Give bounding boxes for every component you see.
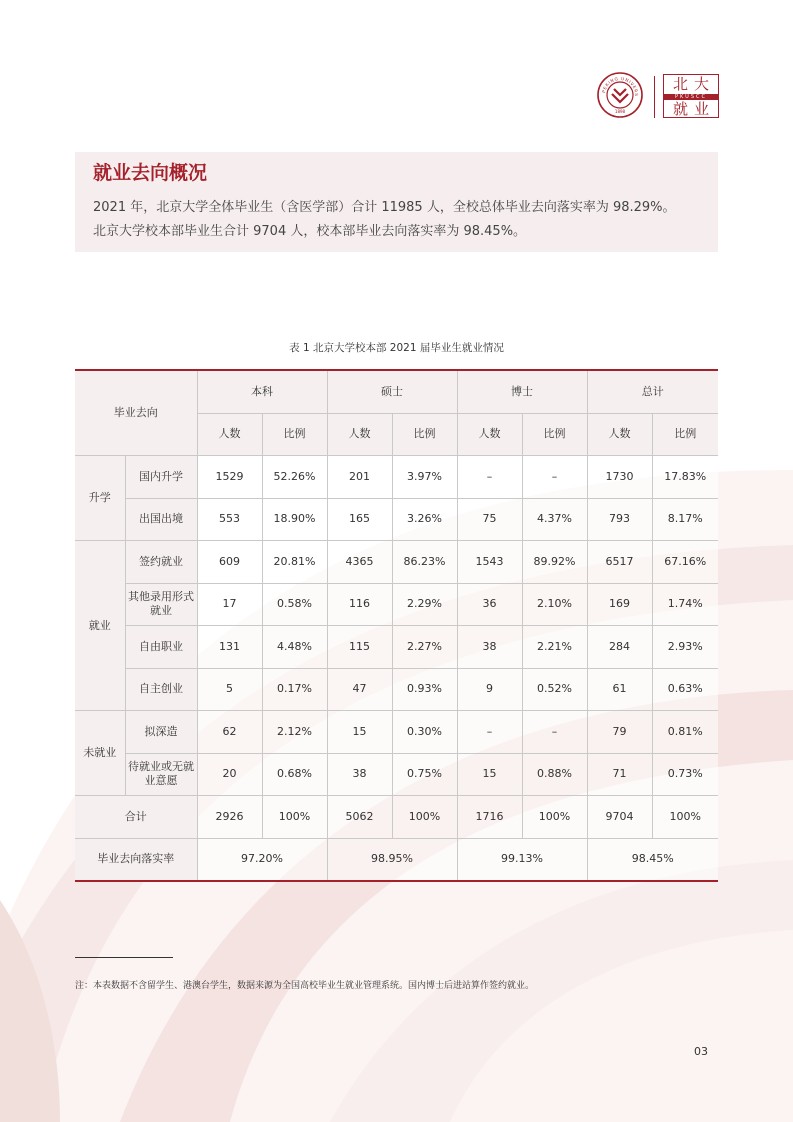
section-title: 就业去向概况 (93, 162, 208, 184)
data-cell: 47 (327, 668, 392, 711)
data-cell: 15 (457, 753, 522, 796)
table-row (75, 668, 718, 711)
table-body (75, 456, 718, 796)
data-cell: 1.74% (652, 583, 718, 626)
data-cell: 4.37% (522, 498, 587, 541)
row-label-cell: 自主创业 (125, 668, 197, 711)
data-cell: 9 (457, 668, 522, 711)
total-cell: 100% (522, 796, 587, 839)
footnote: 注：本表数据不含留学生、港澳台学生，数据来源为全国高校毕业生就业管理系统。国内博士后进站算作签约就业。 (75, 981, 535, 991)
table-row (75, 456, 718, 499)
data-cell: 86.23% (392, 541, 457, 584)
data-cell: 1529 (197, 456, 262, 499)
row-label-cell: 拟深造 (125, 711, 197, 754)
data-cell: 6517 (587, 541, 652, 584)
rate-label: 毕业去向落实率 (75, 838, 197, 881)
total-cell: 100% (262, 796, 327, 839)
table-row (75, 541, 718, 584)
subheader-cell: 比例 (522, 413, 587, 456)
data-cell: 67.16% (652, 541, 718, 584)
data-cell: 0.88% (522, 753, 587, 796)
data-cell: 169 (587, 583, 652, 626)
data-cell: 89.92% (522, 541, 587, 584)
data-cell: 2.21% (522, 626, 587, 669)
data-cell: 38 (327, 753, 392, 796)
data-cell: 0.68% (262, 753, 327, 796)
data-cell: 17 (197, 583, 262, 626)
peking-university-seal (597, 72, 643, 118)
logo-top-word: 北大 (672, 75, 715, 93)
logo-bottom-word: 就业 (672, 100, 715, 118)
overview-line-2: 北京大学校本部毕业生合计 9704 人，校本部毕业去向落实率为 98.45%。 (93, 224, 527, 239)
overview-panel (75, 152, 718, 252)
total-cell: 9704 (587, 796, 652, 839)
data-cell: 38 (457, 626, 522, 669)
data-cell: 0.81% (652, 711, 718, 754)
table-row (75, 753, 718, 796)
data-cell: 4.48% (262, 626, 327, 669)
total-cell: 5062 (327, 796, 392, 839)
subheader-cell: 人数 (327, 413, 392, 456)
data-cell: – (522, 711, 587, 754)
footnote-rule (75, 957, 173, 958)
row-label-cell: 国内升学 (125, 456, 197, 499)
row-label-cell: 其他录用形式就业 (125, 583, 197, 626)
data-cell: 2.12% (262, 711, 327, 754)
total-cell: 2926 (197, 796, 262, 839)
seal-text: PEKING UNIVERS (601, 75, 640, 97)
data-cell: 2.29% (392, 583, 457, 626)
logo-divider (654, 76, 655, 118)
data-cell: 15 (327, 711, 392, 754)
data-cell: 1730 (587, 456, 652, 499)
row-label-cell: 自由职业 (125, 626, 197, 669)
data-cell: 18.90% (262, 498, 327, 541)
group-header-master: 硕士 (327, 370, 457, 413)
category-cell: 就业 (75, 541, 125, 711)
data-cell: 1543 (457, 541, 522, 584)
data-cell: 4365 (327, 541, 392, 584)
data-cell: 75 (457, 498, 522, 541)
data-cell: 62 (197, 711, 262, 754)
data-cell: 0.17% (262, 668, 327, 711)
data-cell: 0.93% (392, 668, 457, 711)
data-cell: – (522, 456, 587, 499)
data-cell: 793 (587, 498, 652, 541)
data-cell: 2.10% (522, 583, 587, 626)
seal-year: 1898 (614, 109, 626, 114)
data-cell: 20 (197, 753, 262, 796)
header-logo (597, 72, 722, 122)
employment-table-wrapper (75, 369, 718, 882)
subheader-cell: 人数 (587, 413, 652, 456)
data-cell: 8.17% (652, 498, 718, 541)
rate-cell-total: 98.45% (587, 838, 718, 881)
total-cell: 100% (392, 796, 457, 839)
total-row (75, 796, 718, 839)
rate-cell-undergrad: 97.20% (197, 838, 327, 881)
data-cell: 3.97% (392, 456, 457, 499)
data-cell: – (457, 456, 522, 499)
rate-cell-doctor: 99.13% (457, 838, 587, 881)
data-cell: 17.83% (652, 456, 718, 499)
data-cell: 71 (587, 753, 652, 796)
data-cell: 131 (197, 626, 262, 669)
corner-header: 毕业去向 (75, 370, 197, 456)
category-cell: 升学 (75, 456, 125, 541)
row-label-cell: 出国出境 (125, 498, 197, 541)
data-cell: 0.63% (652, 668, 718, 711)
overview-line-1: 2021 年，北京大学全体毕业生（含医学部）合计 11985 人，全校总体毕业去向落实率为 98.29%。 (93, 200, 676, 215)
subheader-cell: 比例 (262, 413, 327, 456)
data-cell: 165 (327, 498, 392, 541)
subheader-cell: 比例 (652, 413, 718, 456)
subheader-cell: 人数 (197, 413, 262, 456)
table-row (75, 498, 718, 541)
row-label-cell: 待就业或无就业意愿 (125, 753, 197, 796)
data-cell: 3.26% (392, 498, 457, 541)
data-cell: 61 (587, 668, 652, 711)
data-cell: 52.26% (262, 456, 327, 499)
table-row (75, 711, 718, 754)
subheader-cell: 人数 (457, 413, 522, 456)
data-cell: 116 (327, 583, 392, 626)
table-row (75, 626, 718, 669)
data-cell: 36 (457, 583, 522, 626)
total-cell: 100% (652, 796, 718, 839)
row-label-cell: 签约就业 (125, 541, 197, 584)
data-cell: 284 (587, 626, 652, 669)
group-header-undergrad: 本科 (197, 370, 327, 413)
table-header-row (75, 370, 718, 413)
data-cell: 553 (197, 498, 262, 541)
data-cell: – (457, 711, 522, 754)
employment-table (75, 369, 718, 882)
group-header-doctor: 博士 (457, 370, 587, 413)
total-cell: 1716 (457, 796, 522, 839)
data-cell: 0.52% (522, 668, 587, 711)
table-caption: 表 1 北京大学校本部 2021 届毕业生就业情况 (289, 342, 504, 354)
data-cell: 609 (197, 541, 262, 584)
data-cell: 0.73% (652, 753, 718, 796)
data-cell: 79 (587, 711, 652, 754)
pkuscc-logo (663, 74, 719, 118)
logo-band: PKUSCC (664, 94, 718, 100)
category-cell: 未就业 (75, 711, 125, 796)
data-cell: 0.30% (392, 711, 457, 754)
data-cell: 115 (327, 626, 392, 669)
rate-cell-master: 98.95% (327, 838, 457, 881)
data-cell: 5 (197, 668, 262, 711)
page-number: 03 (694, 1045, 708, 1058)
data-cell: 2.27% (392, 626, 457, 669)
data-cell: 20.81% (262, 541, 327, 584)
data-cell: 0.75% (392, 753, 457, 796)
total-label: 合计 (75, 796, 197, 839)
rate-row (75, 838, 718, 881)
data-cell: 0.58% (262, 583, 327, 626)
data-cell: 201 (327, 456, 392, 499)
table-row (75, 583, 718, 626)
data-cell: 2.93% (652, 626, 718, 669)
group-header-total: 总计 (587, 370, 718, 413)
subheader-cell: 比例 (392, 413, 457, 456)
